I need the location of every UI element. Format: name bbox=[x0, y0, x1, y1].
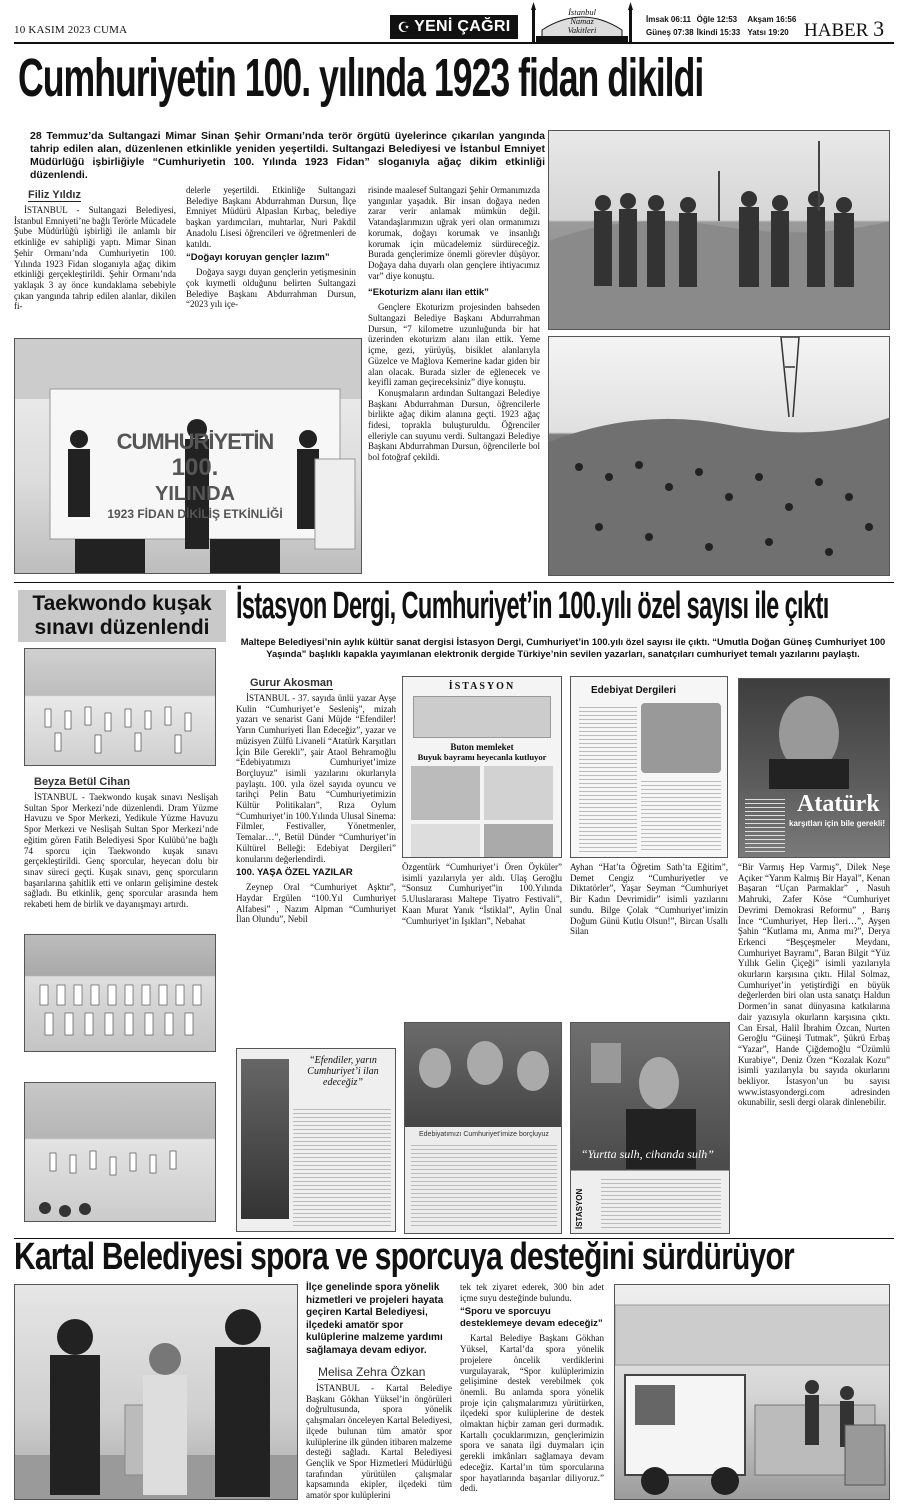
prayer-time-ogle: Öğle 12:53 bbox=[696, 15, 738, 24]
portrait-icon bbox=[739, 679, 890, 789]
magazine-caption: “Yurtta sulh, cihanda sulh” bbox=[581, 1147, 714, 1161]
prayer-time-aksam: Akşam 16:56 bbox=[747, 15, 797, 24]
photo-taekwondo-hall-1 bbox=[24, 648, 216, 766]
magazine-page-edebiyatimizi bbox=[404, 1022, 562, 1234]
story3-lead: Maltepe Belediyesi’nin aylık kültür sanat dergisi İstasyon Dergi, Cumhuriyet’in 100.yılı özel sayısı ile çıktı. “Umutla Doğan Güneş Cumhuriyet 100 Yaşında” başlıklı kapakla yayımlanan elektronik dergide Türkiye’nin sevilen yazarları, sanatçıları cumhuriyet temalı yazılarını paylaştı. bbox=[240, 636, 886, 659]
story1-col3 bbox=[368, 185, 540, 577]
story2-text bbox=[24, 772, 218, 922]
magazine-text-lines bbox=[601, 1179, 721, 1229]
story3-col4 bbox=[738, 862, 890, 1238]
body-text: İSTANBUL - 37. sayıda ünlü yazar Ayşe Kulin “Cumhuriyet’e Sesleniş”, mizah yazarı ve senarist Gani Müjde “Efendiler! Yarın Cumhuriyeti İlan Edeceğiz”, yazar ve müzisyen Zülfü Livaneli “Atatürk Karşıtları İçin Bile Gerekli”, şair Ataol Behramoğlu “Edebiyatımızı Cumhuriyet’imize Borçluyuz” isimli yazılarını okurlarıyla paylaştı. 100. yıla özel sayıda oyuncu ve tarihçi Pelin Batu “Cumhuriyetimizin Kültür Politikaları”, Rıza Oylum “Cumhuriyet’in 100.Yılında Ulusal Sinema: Filmler, Festivaller, Yönetmenler, Temalar…”, Betül Dünder “Cumhuriyet’in Kültürel Belleği: Edebiyat Dergileri” konularını değerlendirdi. bbox=[236, 693, 396, 864]
banner-line: 100. bbox=[171, 454, 219, 481]
byline: Melisa Zehra Özkan bbox=[318, 1365, 426, 1379]
story3-col2 bbox=[402, 862, 562, 1002]
byline: Gurur Akosman bbox=[250, 677, 333, 689]
magazine-photo bbox=[413, 696, 551, 738]
athletes-icon bbox=[25, 1083, 216, 1222]
headline-istasyon: İstasyon Dergi, Cumhuriyet’in 100.yılı özel sayısı ile çıktı bbox=[236, 585, 829, 627]
photo-kartal-truck bbox=[614, 1284, 890, 1500]
byline: Beyza Betül Cihan bbox=[34, 776, 130, 788]
body-text: Ayhan “Hat’ta Öğretim Sath’ta Eğitim”, Demet Cengiz “Cumhuriyetler ve Diktatörler”, Yaşar Seyman “Cumhuriyet Bir Kadın Devrimidir” isimli yazılarını sundu. Bilge Çolak “Cumhuriyet’imizin Doğum Günü Kutlu Olsun!”, Bircan Usallı Silan bbox=[570, 862, 728, 937]
headline-line: sınavı düzenlendi bbox=[34, 616, 210, 639]
banner-line: CUMHURİYETİN bbox=[116, 429, 274, 454]
magazine-caption: Edebiyatımızı Cumhuriyet’imize borçluyuz bbox=[419, 1131, 549, 1138]
photo-kartal-athletes bbox=[14, 1284, 298, 1500]
masthead-logo bbox=[390, 15, 518, 39]
magazine-photo bbox=[405, 1023, 562, 1127]
body-text: delerle yeşertildi. Etkinliğe Sultangazi Belediye Başkanı Abdurrahman Dursun, İlçe Emniyet Müdürü Alpaslan Kırbaç, belediye başkan yardımcıları, muhtarlar, Nuri Pakdil Anadolu Lisesi öğrencileri ve öğretmenleri de katıldı. bbox=[186, 185, 356, 249]
page-number: 3 bbox=[873, 16, 885, 41]
prayer-time-gunes: Güneş 07:38 bbox=[646, 28, 694, 37]
magazine-title: Edebiyat Dergileri bbox=[591, 685, 677, 696]
magazine-name: İSTASYON bbox=[448, 681, 516, 692]
subheading: 100. YAŞA ÖZEL YAZILAR bbox=[236, 867, 353, 879]
story1-lead: 28 Temmuz’da Sultangazi Mimar Sinan Şehir Ormanı’nda terör örgütü üyelerince çıkarılan yangında tahrip edilen alan, düzenlenen etkinlikle yeniden yeşertildi. Sultangazi Belediyesi ve İstanbul Emniyet Müdürlüğü işbirliğiyle “Cumhuriyetin 100. Yılında 1923 Fidan” sloganıyla ağaç dikim etkinliği düzenlendi. bbox=[30, 130, 545, 181]
divider bbox=[14, 582, 894, 583]
photo-forest-crowd bbox=[548, 336, 890, 576]
photo-tree-planting-group bbox=[548, 130, 890, 330]
stage-banner-text bbox=[100, 429, 290, 521]
magazine-columns bbox=[411, 766, 553, 858]
logo-text: YENİ ÇAĞRI bbox=[414, 18, 511, 35]
magazine-page-ataturk bbox=[738, 678, 890, 858]
byline: Filiz Yıldız bbox=[28, 189, 81, 201]
magazine-page-efendiler bbox=[236, 1048, 396, 1232]
body-text: tek tek ziyaret ederek, 300 bin adet içme suyu desteğinde bulundu. bbox=[460, 1282, 604, 1303]
body-text: Gençlere Ekoturizm projesinden bahseden Sultangazi Belediye Başkanı Abdurrahman Dursun, “7 kilometre uzunluğunda bir hat üzerinden ekoturizm alanı ilan ettik. Yeme içme, gezi, yürüyüş, bisiklet alanlarıyla Güzelce ve Mağlova Kemerine kadar giden bir alan olacak. Burada sizler de eğlenecek ve keyifli zaman geçireceksiniz” diye konuştu. Konuşmaların ardından Sultangazi Belediye Başkanı Abdurrahman Dursun, öğrencilerle birlikte ağaç dikim alanına geçti. 1923 ağaç fidesi, toprakla buluşturuldu. Öğrenciler elleriyle can suyunu verdi. Sultangazi Belediye Başkanı Abdurrahman Dursun, öğrencilerle bol bol fotoğraf çekildi. bbox=[368, 302, 540, 463]
headline-line: Taekwondo kuşak bbox=[32, 592, 212, 615]
photo-taekwondo-group bbox=[24, 934, 216, 1052]
story1-col2 bbox=[186, 185, 356, 333]
body-text: Özgentürk “Cumhuriyet’i Ören Öyküler” isimli yazılarıyla yer aldı. Ulaş Geroğlu “Sonsuz Cumhuriyet”in 100.Yılında 5.Uluslararası Maltepe Tiyatro Festivali”, Kaan Murat Yanık “İstiklal”, Aylin Ünal “Cumhuriyet’in Işıkları”, Nebahat bbox=[402, 862, 562, 926]
group-athletes-icon bbox=[25, 935, 216, 1052]
three-men-icon bbox=[15, 1285, 298, 1500]
body-text: Zeynep Oral “Cumhuriyet Aşktır”, Haydar Ergülen “100.Yıl Cumhuriyet Alfabesi” , Nazım Alpman “Cumhuriyet İlan Olundu”, Nebil bbox=[236, 882, 396, 925]
body-text: Doğaya saygı duyan gençlerin yetişmesinin çok kıymetli olduğunu belirten Sultangazi Belediye Başkanı Abdurrahman Dursun, “2023 yılı içe- bbox=[186, 267, 356, 310]
magazine-text-lines bbox=[641, 781, 721, 853]
headline-taekwondo bbox=[18, 592, 226, 640]
headline-cumhuriyet-fidan: Cumhuriyetin 100. yılında 1923 fidan dikildi bbox=[18, 48, 704, 108]
header-rule bbox=[14, 42, 894, 44]
banner-line: 1923 FİDAN DİKİLİŞ ETKİNLİĞİ bbox=[107, 507, 283, 521]
magazine-photo bbox=[641, 703, 721, 773]
subheading: “Doğayı koruyan gençler lazım” bbox=[186, 252, 330, 264]
magazine-headline: Buton memleket bbox=[450, 742, 514, 752]
vakit-title-line: Vakitleri bbox=[567, 25, 597, 35]
headline-kartal: Kartal Belediyesi spora ve sporcuya desteğini sürdürüyor bbox=[14, 1236, 794, 1278]
magazine-subheadline: Buyuk bayramı heyecanla kutluyor bbox=[417, 752, 547, 762]
magazine-quote: “Efendiler, yarın Cumhuriyet’i ilan edeceğiz” bbox=[307, 1055, 379, 1088]
subheading: “Sporu ve sporcuyu desteklemeye devam edeceğiz” bbox=[460, 1306, 603, 1330]
body-text: İSTANBUL - Sultangazi Belediyesi, İstanbul Emniyeti’ne bağlı Terörle Mücadele Şube Müdürlüğü işbirliği ile anlamlı bir etkinliğe ev sahipliği yaptı. Mimar Sinan Şehir Ormanı’nda Cumhuriyetin 100. Yılında 1923 Fidan sloganıyla ağaç dikim etkinliği gerçekleştirildi. Şehir Ormanı’nda yaklaşık 3 ay önce kundaklama sebebiyle çıkan yangında tahrip edilen alanlar, dikilen fi- bbox=[14, 205, 176, 312]
section-name: HABER bbox=[804, 20, 869, 41]
story3-col3 bbox=[570, 862, 728, 1002]
athletes-icon bbox=[25, 649, 216, 766]
magazine-text-lines bbox=[579, 707, 637, 853]
prayer-times-title bbox=[550, 8, 614, 35]
magazine-photo bbox=[241, 1059, 289, 1219]
story4-col2 bbox=[460, 1282, 604, 1502]
body-text: risinde maalesef Sultangazi Şehir Ormanımızda yangınlar yaşadık. Bir insan doğaya neden zarar verir anlamak mümkün değil. Vatandaşlarımızın uğrak yeri olan ormanımızı korumak, doğayı korumak ve insanlığı korumak için mücadelemiz sürdüreceğiz. Burada gençlerimize önemli görevler düşüyor. Doğaya daha duyarlı olan gençlere ihtiyacımız var” diye konuştu. bbox=[368, 185, 540, 281]
body-text: İSTANBUL - Kartal Belediye Başkanı Gökhan Yüksel’in öngörüleri doğrultusunda, spora yönelik çalışmaları önceleyen Kartal Belediyesi, ilçede bulunan tüm amatör spor kulüplerine ilk günden itibaren malzeme desteği sağladı. Kartal Belediyesi Gençlik ve Spor Hizmetleri Müdürlüğü tarafından yürütülen çalışmalar kapsamında ekipler, ilçedeki tüm amatör spor kulüplerini bbox=[306, 1383, 452, 1501]
subheading: “Ekoturizm alanı ilan ettik” bbox=[368, 287, 489, 299]
magazine-text-lines bbox=[293, 1109, 391, 1227]
page-date: 10 KASIM 2023 CUMA bbox=[14, 24, 128, 36]
story3-col1 bbox=[236, 673, 396, 1043]
body-text: İSTANBUL - Taekwondo kuşak sınavı Neslişah Sultan Spor Merkezi’nde düzenlendi. Dram Yüzme Havuzu ve Spor Merkezi, Yedikule Yüzme Havuzu Spor Merkezi ve Neslişah Sultan Spor Merkezi’nde eğitim gören Fatih Belediyesi Spor Kulübü’ne bağlı 74 sporcu için Taekwondo kuşak sınavı gerçekleştirildi. Genç sporcular, heyecan dolu bir sınav süreci geçti. Kuşak sınavı, genç sporcuların başarılarına şahitlik etti ve onların gelişimine destek sağladı. Bu etkinlik, genç sporcular arasında hem rekabeti hem de birlik ve dayanışmayı artırdı. bbox=[24, 792, 218, 910]
vakit-title-line: İstanbul bbox=[568, 7, 596, 17]
group-people-icon bbox=[549, 131, 890, 330]
prayer-time-ikindi: İkindi 15:33 bbox=[696, 28, 741, 37]
crowd-icon bbox=[549, 337, 890, 576]
prayer-time-yatsi: Yatsı 19:20 bbox=[747, 28, 789, 37]
magazine-brand: İSTASYON bbox=[575, 1188, 584, 1229]
story4-lead: İlçe genelinde spora yönelik hizmetleri ve projeleri hayata geçiren Kartal Belediyesi, ilçedeki amatör spor kulüplerine malzeme yardımı sağlamaya devam ediyor. bbox=[306, 1282, 444, 1356]
body-text: “Bir Varmış Hep Varmış”, Dilek Neşe Açıker “Yarım Kalmış Bir Hayal”, Kenan Başaran “Uçan Parmaklar” , Nasuh Mahruki, Zafer Köse “Cumhuriyet Devrimi Demokrasi Reformu” , Barış İnce “Cumhuriyet, Hep İleri…”, Ayşen Şahin “Kutlama mı, Anma mı?”, Derya Erkenci “Beşçeşmeler Meydanı, Cumhuriyet Bayramı”, Baran Bilgit “Yüz Yıllık Gelin Çiçeği” isimli yazılarıyla okurların karşısına çıktı. Hilal Solmaz, Cumhuriyet’in yetiştirdiği en büyük değerlerden biri olan usta sanatçı Haldun Dormen’in sanat dünyasına katkılarına dair yazısıyla okurların karşısına çıktı. Can Ersal, Halil İbrahim Özcan, Nurten Geroğlu “Güneşi Tutmak”, Şükrü Erbaş “Yazar”, Hande Çiğdemoğlu “Üzümlü Kurabiye”, Deniz Özen “Kozalak Kozu” isimli yazılarıyla bu sayıda okurlarını bekliyor. İstasyon’un bu sayısı www.istasyondergi.com adresinden okunabilir, sesli dergi olarak dinlenebilir. bbox=[738, 862, 890, 1108]
magazine-text-lines bbox=[745, 799, 785, 853]
prayer-time-imsak: İmsak 06:11 bbox=[646, 15, 691, 24]
story1-col1 bbox=[14, 185, 176, 333]
photo-stage-speech bbox=[14, 338, 362, 574]
magazine-text-lines bbox=[411, 1145, 557, 1229]
magazine-subtitle: karşıtları için bile gerekli! bbox=[789, 819, 886, 828]
banner-line: YILINDA bbox=[155, 483, 235, 505]
magazine-page-yurtta-sulh bbox=[570, 1022, 730, 1234]
magazine-page-edebiyat bbox=[570, 676, 728, 858]
story4-col1 bbox=[306, 1282, 452, 1502]
photo-taekwondo-hall-2 bbox=[24, 1082, 216, 1222]
truck-icon bbox=[615, 1285, 890, 1500]
magazine-title: Atatürk bbox=[797, 791, 880, 817]
star-crescent-icon: ☪ bbox=[397, 18, 411, 35]
section-label bbox=[804, 16, 884, 42]
body-text: Kartal Belediye Başkanı Gökhan Yüksel, Kartal’da spora yönelik projelere öncelik verdiklerini vurgulayarak, “Spor kulüplerimizin gelişimine destek verebilmek çok önemli. Bu anlamda spora yönelik proje için çalışmalarımızı yürütürken, ilçedeki spor kulüplerine de destek olmaktan hiçbir zaman geri durmadık. Kartallı çocuklarımızın, gençlerimizin spora ve sanata ilgi duymaları için gerekli imkânları sağlamaya devam edeceğiz. Kartal’ın tüm sporcularına spor hayatlarında başarılar diliyoruz.” dedi. bbox=[460, 1333, 604, 1494]
portraits-icon bbox=[405, 1023, 562, 1127]
prayer-times-table bbox=[646, 15, 798, 37]
magazine-page-istasyon-cover bbox=[402, 676, 562, 858]
vakit-title-line: Namaz bbox=[570, 16, 594, 26]
